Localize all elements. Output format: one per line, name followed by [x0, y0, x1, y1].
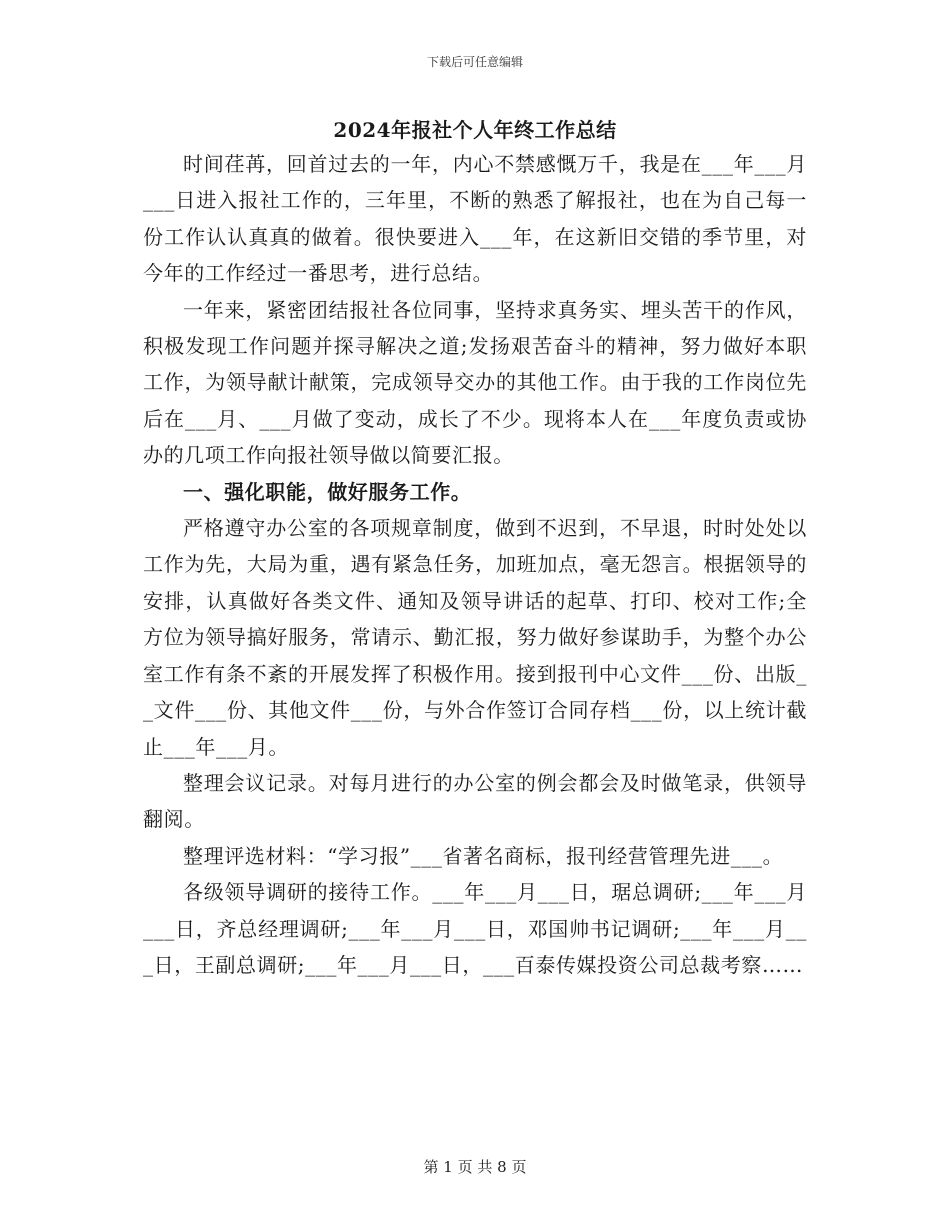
paragraph-reception-work: 各级领导调研的接待工作。___年___月___日，琚总调研;___年___月___日，齐总经理调研;___年___月___日，邓国帅书记调研;___年___月___日，王副总调研;___年___月___日，___百泰传媒投资公司总裁考察……: [143, 880, 807, 977]
paragraph-overview: 一年来，紧密团结报社各位同事，坚持求真务实、埋头苦干的作风，积极发现工作问题并探寻解决之道;发扬艰苦奋斗的精神，努力做好本职工作，为领导献计献策，完成领导交办的其他工作。由于我的工作岗位先后在___月、___月做了变动，成长了不少。现将本人在___年度负责或协办的几项工作向报社领导做以简要汇报。: [143, 297, 807, 468]
page-number: 第 1 页 共 8 页: [423, 1158, 527, 1176]
document-body: [143, 146, 807, 983]
paragraph-award-materials: 整理评选材料：“学习报”___省著名商标，报刊经营管理先进___。: [183, 843, 784, 868]
header-note: 下载后可任意编辑: [426, 55, 523, 69]
document-title: 2024年报社个人年终工作总结: [333, 118, 617, 142]
paragraph-intro: 时间荏苒，回首过去的一年，内心不禁感慨万千，我是在___年___月___日进入报社工作的，三年里，不断的熟悉了解报社，也在为自己每一份工作认认真真的做着。很快要进入___年，在这新旧交错的季节里，对今年的工作经过一番思考，进行总结。: [143, 152, 807, 286]
paragraph-meeting-records: 整理会议记录。对每月进行的办公室的例会都会及时做笔录，供领导翻阅。: [143, 770, 807, 832]
paragraph-office-duties: 严格遵守办公室的各项规章制度，做到不迟到，不早退，时时处处以工作为先，大局为重，遇有紧急任务，加班加点，毫无怨言。根据领导的安排，认真做好各类文件、通知及领导讲话的起草、打印、校对工作;全方位为领导搞好服务，常请示、勤汇报，努力做好参谋助手，为整个办公室工作有条不紊的开展发挥了积极作用。接到报刊中心文件___份、出版__文件___份、其他文件___份，与外合作签订合同存档___份，以上统计截止___年___月。: [143, 516, 807, 759]
section-heading-1: 一、强化职能，做好服务工作。: [183, 479, 472, 504]
